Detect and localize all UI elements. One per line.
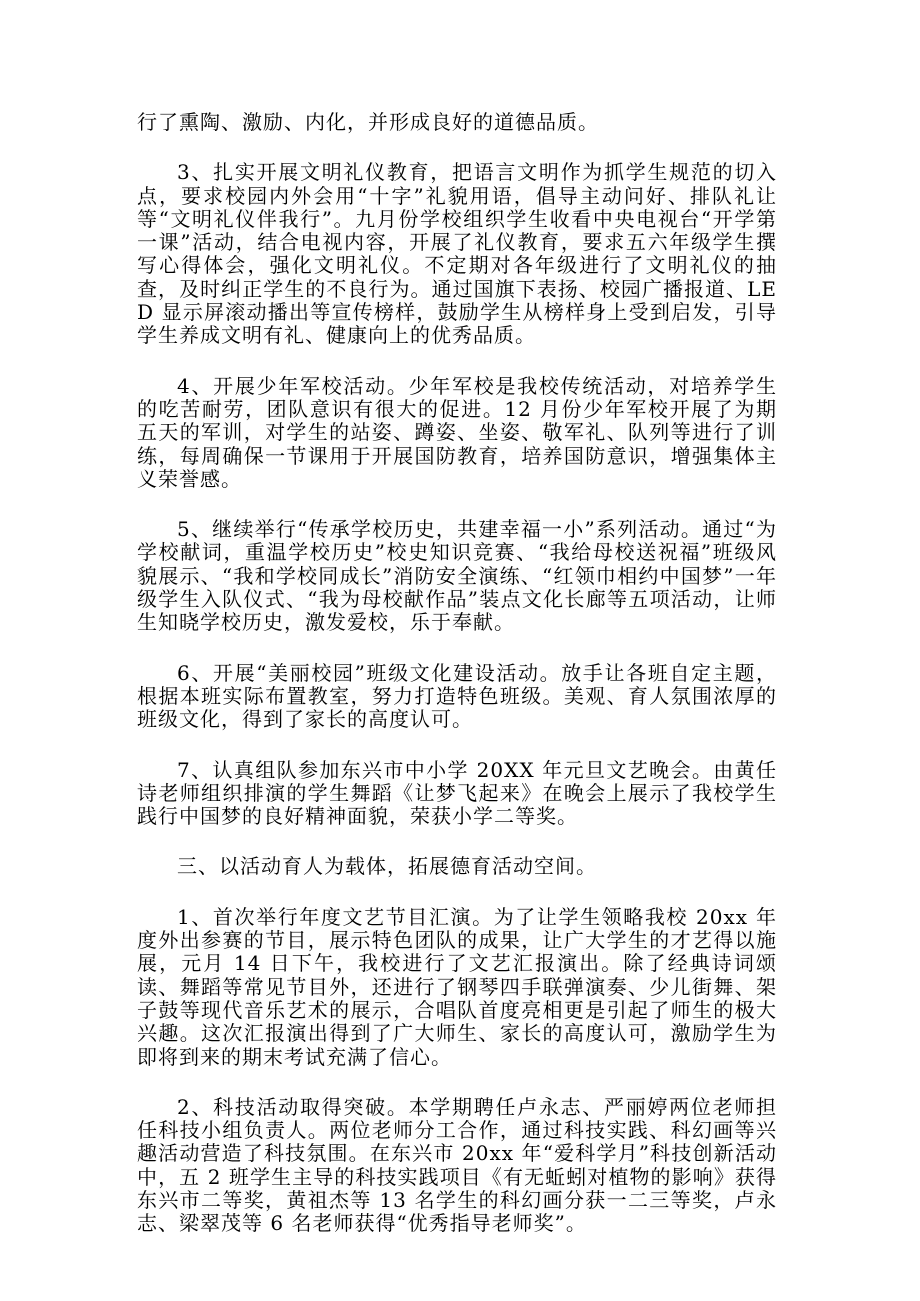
paragraph-item-1-art-performance: 1、首次举行年度文艺节目汇演。为了让学生领略我校 20xx 年度外出参赛的节目，展示特色团队的成果，让广大学生的才艺得以施展，元月 14 日下午，我校进行了文艺汇报演出。除了经典诗词颂读、舞蹈等常见节目外，还进行了钢琴四手联弹演奏、少儿街舞、架子鼓等现代音乐艺术的展示，合唱队首度亮相更是引起了师生的极大兴趣。这次汇报演出得到了广大师生、家长的高度认可，激励学生为即将到来的期末考试充满了信心。 xyxy=(137,904,777,1069)
paragraph-item-7-new-year-gala: 7、认真组队参加东兴市中小学 20XX 年元旦文艺晚会。由黄任诗老师组织排演的学生舞蹈《让梦飞起来》在晚会上展示了我校学生践行中国梦的良好精神面貌，荣获小学二等奖。 xyxy=(137,757,777,829)
paragraph-item-3-civility-education: 3、扎实开展文明礼仪教育，把语言文明作为抓学生规范的切入点，要求校园内外会用“十字”礼貌用语，倡导主动问好、排队礼让等“文明礼仪伴我行”。九月份学校组织学生收看中央电视台“开学第一课”活动，结合电视内容，开展了礼仪教育，要求五六年级学生撰写心得体会，强化文明礼仪。不定期对各年级进行了文明礼仪的抽查，及时纠正学生的不良行为。通过国旗下表扬、校园广播报道、LED 显示屏滚动播出等宣传榜样，鼓励学生从榜样身上受到启发，引导学生养成文明有礼、健康向上的优秀品质。 xyxy=(137,160,777,348)
document-body xyxy=(137,111,777,1236)
section-heading-three: 三、以活动育人为载体，拓展德育活动空间。 xyxy=(177,854,597,879)
paragraph-item-4-junior-military-school: 4、开展少年军校活动。少年军校是我校传统活动，对培养学生的吃苦耐劳，团队意识有很大的促进。12 月份少年军校开展了为期五天的军训，对学生的站姿、蹲姿、坐姿、敬军礼、队列等进行了训练，每周确保一节课用于开展国防教育，培养国防意识，增强集体主义荣誉感。 xyxy=(137,373,777,491)
paragraph-item-6-beautiful-campus: 6、开展“美丽校园”班级文化建设活动。放手让各班自定主题，根据本班实际布置教室，努力打造特色班级。美观、育人氛围浓厚的班级文化，得到了家长的高度认可。 xyxy=(137,660,777,732)
paragraph-item-5-school-history-series: 5、继续举行“传承学校历史，共建幸福一小”系列活动。通过“为学校献词，重温学校历史”校史知识竞赛、“我给母校送祝福”班级风貌展示、“我和学校同成长”消防安全演练、“红领巾相约中国梦”一年级学生入队仪式、“我为母校献作品”装点文化长廊等五项活动，让师生知晓学校历史，激发爱校，乐于奉献。 xyxy=(137,517,777,635)
paragraph-continuation: 行了熏陶、激励、内化，并形成良好的道德品质。 xyxy=(137,110,599,134)
paragraph-item-2-science-activities: 2、科技活动取得突破。本学期聘任卢永志、严丽婷两位老师担任科技小组负责人。两位老师分工合作，通过科技实践、科幻画等兴趣活动营造了科技氛围。在东兴市 20xx 年“爱科学月”科技创新活动中，五 2 班学生主导的科技实践项目《有无蚯蚓对植物的影响》获得东兴市二等奖，黄祖杰等 13 名学生的科幻画分获一二三等奖，卢永志、梁翠茂等 6 名老师获得“优秀指导老师奖”。 xyxy=(137,1094,777,1236)
